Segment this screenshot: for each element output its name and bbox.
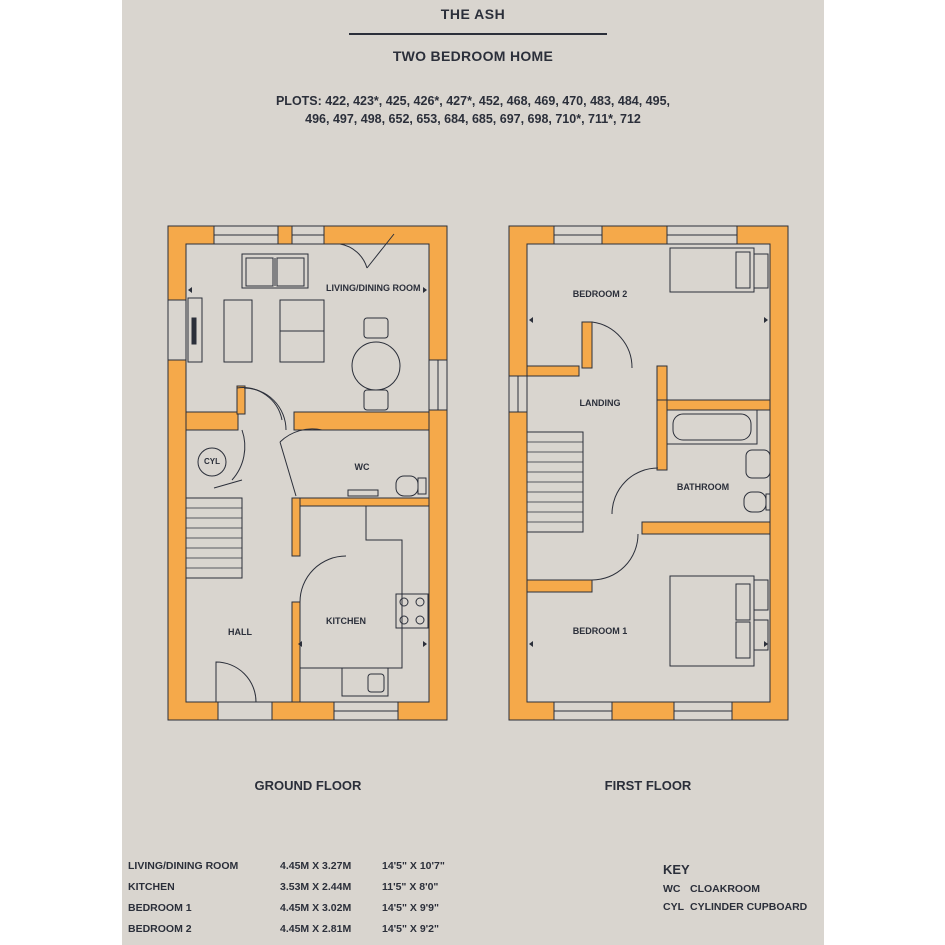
bath-basin bbox=[746, 450, 770, 478]
floor-plans-drawing bbox=[122, 0, 824, 945]
gf-door-front bbox=[216, 662, 256, 702]
kitchen-worktop bbox=[300, 506, 402, 668]
key-abbr: CYL bbox=[663, 901, 684, 913]
gf-wall-living-wc bbox=[294, 412, 429, 430]
room-label-cyl: CYL bbox=[204, 457, 220, 466]
room-label-wc: WC bbox=[354, 462, 370, 472]
bath-toilet bbox=[744, 492, 766, 512]
brochure-panel bbox=[122, 0, 824, 945]
dim-metric: 4.45M X 3.02M bbox=[280, 902, 352, 914]
ff-door-bed1 bbox=[592, 534, 638, 580]
gf-wall-wc-kitchen bbox=[292, 498, 429, 506]
dim-imperial: 11'5" X 8'0" bbox=[382, 881, 439, 893]
dim-room: BEDROOM 2 bbox=[128, 923, 192, 935]
key-item bbox=[663, 883, 760, 901]
room-label-bedroom-1: BEDROOM 1 bbox=[572, 626, 628, 636]
gf-front-door bbox=[218, 702, 272, 720]
ff-wall-bath-bottom bbox=[642, 522, 770, 534]
dim-metric: 4.45M X 2.81M bbox=[280, 923, 352, 935]
bathtub bbox=[667, 410, 757, 444]
dim-room: BEDROOM 1 bbox=[128, 902, 192, 914]
key-legend bbox=[663, 862, 808, 919]
room-label-hall: HALL bbox=[228, 627, 252, 637]
key-abbr: WC bbox=[663, 883, 681, 895]
ff-door-bath bbox=[612, 468, 658, 514]
key-meaning: CYLINDER CUPBOARD bbox=[690, 901, 808, 913]
ff-wall-bed2-landing bbox=[527, 366, 579, 376]
dim-room: KITCHEN bbox=[128, 881, 175, 893]
gf-wall-stub bbox=[237, 386, 245, 414]
key-meaning: CLOAKROOM bbox=[690, 883, 760, 895]
room-label-kitchen: KITCHEN bbox=[326, 616, 366, 626]
bed-bedroom-1 bbox=[670, 576, 754, 666]
room-label-landing: LANDING bbox=[579, 398, 621, 408]
gf-door-wc bbox=[280, 429, 322, 496]
gf-door-hall bbox=[232, 430, 245, 480]
bed-bedroom-2 bbox=[670, 248, 754, 292]
gf-door-kitchen bbox=[300, 556, 346, 602]
ff-wall-bed1-top bbox=[527, 580, 592, 592]
wc-toilet bbox=[396, 476, 418, 496]
ff-wall-bath-left bbox=[657, 400, 667, 470]
ground-floor-label: GROUND FLOOR bbox=[254, 778, 362, 793]
plots-line-1: PLOTS: 422, 423*, 425, 426*, 427*, 452, 468, 469, 470, 483, 484, 495, bbox=[275, 94, 671, 108]
ff-wall-bath-top bbox=[657, 400, 770, 410]
room-label-bathroom: BATHROOM bbox=[676, 482, 730, 492]
dining-table bbox=[352, 342, 400, 390]
wc-basin bbox=[348, 490, 378, 496]
dim-room: LIVING/DINING ROOM bbox=[128, 860, 239, 872]
ff-door-bed2 bbox=[592, 322, 632, 368]
plots-line-2: 496, 497, 498, 652, 653, 684, 685, 697, 698, 710*, 711*, 712 bbox=[305, 112, 641, 126]
key-item bbox=[663, 901, 808, 919]
ff-wall-landing-stub bbox=[582, 322, 592, 368]
gf-wall-hall-kitchen bbox=[292, 498, 300, 556]
dim-metric: 3.53M X 2.44M bbox=[280, 881, 352, 893]
house-title: THE ASH bbox=[440, 6, 506, 22]
dim-imperial: 14'5" X 9'9" bbox=[382, 902, 439, 914]
gf-wall-hall-kitchen-low bbox=[292, 602, 300, 702]
gf-wall-living-hall bbox=[186, 412, 238, 430]
coffee-table bbox=[224, 300, 252, 362]
room-label-bedroom-2: BEDROOM 2 bbox=[572, 289, 628, 299]
first-floor-label: FIRST FLOOR bbox=[604, 778, 692, 793]
house-subtitle: TWO BEDROOM HOME bbox=[392, 48, 554, 64]
room-label-living: LIVING/DINING ROOM bbox=[326, 283, 421, 293]
gf-window-stair bbox=[168, 300, 186, 360]
dim-imperial: 14'5" X 9'2" bbox=[382, 923, 439, 935]
dim-metric: 4.45M X 3.27M bbox=[280, 860, 352, 872]
key-title: KEY bbox=[663, 862, 690, 877]
dim-imperial: 14'5" X 10'7" bbox=[382, 860, 445, 872]
